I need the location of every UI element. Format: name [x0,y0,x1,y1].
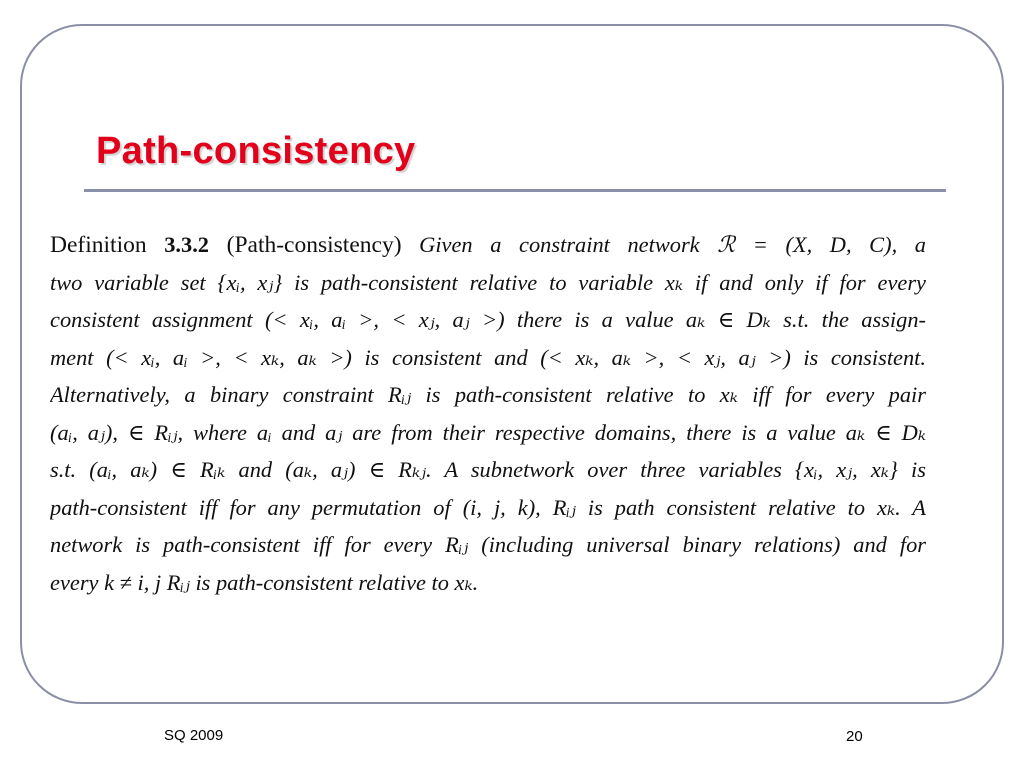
definition-text-line: ment (< xᵢ, aᵢ >, < xₖ, aₖ >) is consistent and (< xₖ, aₖ >, < xⱼ, aⱼ >) is consistent. [50,344,926,370]
page-number: 20 [846,728,863,745]
definition-number: 3.3.2 [164,232,209,257]
definition-label: Definition [50,232,147,258]
definition-text-line: consistent assignment (< xᵢ, aᵢ >, < xⱼ, aⱼ >) there is a value aₖ ∈ Dₖ s.t. the assign- [50,307,926,332]
title-divider [84,189,946,192]
definition-text-line: every k ≠ i, j Rᵢⱼ is path-consistent relative to xₖ. [50,569,479,595]
definition-block [50,226,926,601]
definition-text-line: network is path-consistent iff for every Rᵢⱼ (including universal binary relations) and for [50,532,926,557]
footer-text: SQ 2009 [164,727,224,744]
definition-text-line: two variable set {xᵢ, xⱼ} is path-consistent relative to variable xₖ if and only if for every [50,269,926,295]
definition-name: (Path-consistency) [226,232,402,258]
slide-title: Path-consistency [96,130,416,172]
definition-line-1 [50,226,926,264]
definition-text-line: (aᵢ, aⱼ), ∈ Rᵢⱼ, where aᵢ and aⱼ are from their respective domains, there is a value aₖ ∈ Dₖ [50,419,926,445]
definition-text-line: Given a constraint network ℛ = (X, D, C), a [419,232,926,257]
definition-text-line: path-consistent iff for any permutation of (i, j, k), Rᵢⱼ is path consistent relative to xₖ. A [50,494,926,520]
definition-text-line: Alternatively, a binary constraint Rᵢⱼ is path-consistent relative to xₖ iff for every pair [50,382,926,407]
definition-text-line: s.t. (aᵢ, aₖ) ∈ Rᵢₖ and (aₖ, aⱼ) ∈ Rₖⱼ. A subnetwork over three variables {xᵢ, xⱼ, xₖ} is [50,457,926,482]
